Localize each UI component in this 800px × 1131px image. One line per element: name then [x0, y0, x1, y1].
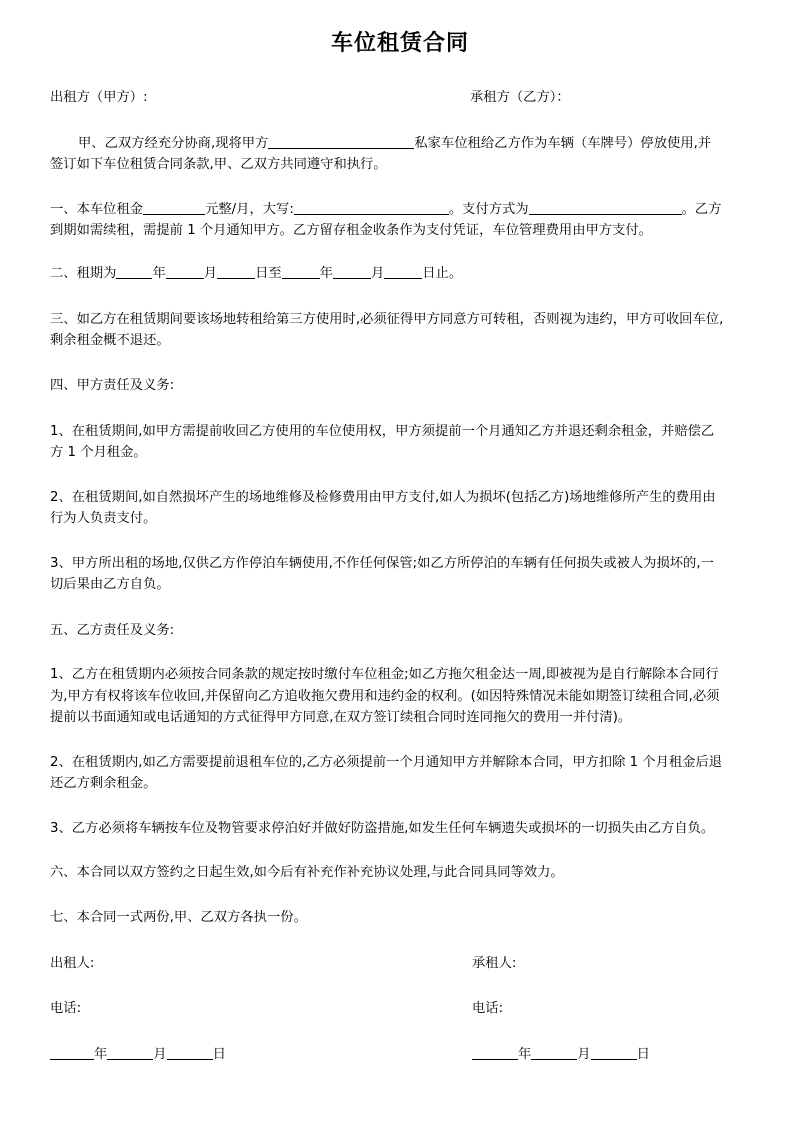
clause2-year1: 年: [152, 266, 166, 281]
lessor-name-blank[interactable]: [268, 134, 414, 149]
section5-p1-line3: 提前以书面通知或电话通知的方式征得甲方同意,在双方签订续租合同时连同拖欠的费用一并付清)。: [50, 710, 632, 725]
lessee-day-blank[interactable]: [591, 1045, 637, 1060]
clause1-line2: 到期如需续租，需提前 1 个月通知甲方。乙方留存租金收条作为支付凭证，车位管理费用由甲方支付。: [50, 223, 652, 238]
clause1-text-c: 。支付方式为: [448, 202, 529, 217]
lessee-day-label: 日: [636, 1047, 650, 1062]
clause1-text-b: 元整/月，大写:: [205, 202, 294, 217]
lessee-signature-label: 承租人:: [472, 956, 517, 971]
lessee-month-blank[interactable]: [531, 1045, 577, 1060]
section4-p2-line1: 2、在租赁期间,如自然损坏产生的场地维修及检修费用由甲方支付,如人为损坏(包括乙方)场地维修所产生的费用由: [50, 490, 716, 505]
section4-p3-line2: 切后果由乙方自负。: [50, 577, 170, 592]
intro-paragraph-line1: [50, 132, 755, 155]
section5-p3: 3、乙方必须将车辆按车位及物管要求停泊好并做好防盗措施,如发生任何车辆遗失或损坏的一切损失由乙方自负。: [50, 821, 715, 836]
section5-p2-line2: 还乙方剩余租金。: [50, 776, 157, 791]
lessor-day-blank[interactable]: [167, 1045, 213, 1060]
section5-p1-line2: 为,甲方有权将该车位收回,并保留向乙方追收拖欠费用和违约金的权利。(如因特殊情况未能如期签订续租合同,必须: [50, 689, 720, 704]
lessor-year-blank[interactable]: [50, 1045, 94, 1060]
clause1-text-a: 一、本车位租金: [50, 202, 144, 217]
section4-p1-line1: 1、在租赁期间,如甲方需提前收回乙方使用的车位使用权，甲方须提前一个月通知乙方并退还剩余租金，并赔偿乙: [50, 424, 715, 439]
lessee-year-blank[interactable]: [472, 1045, 518, 1060]
document-title: 车位租赁合同: [330, 31, 469, 56]
section4-heading: 四、甲方责任及义务:: [50, 378, 175, 393]
clause2-text-a: 二、租期为: [50, 266, 117, 281]
start-month-blank[interactable]: [166, 264, 204, 279]
lessor-phone-label: 电话:: [50, 1001, 82, 1016]
clause1-text-d: 。乙方: [681, 202, 722, 217]
section4-p1-line2: 方 1 个月租金。: [50, 445, 147, 460]
rent-amount-words-blank[interactable]: [294, 200, 449, 215]
clause2-month2: 月: [370, 266, 385, 281]
clause2-end: 日止。: [422, 266, 463, 281]
section4-p2-line2: 行为人负责支付。: [50, 511, 157, 526]
clause2-lease-term: [50, 262, 755, 285]
section5-p2-line1: 2、在租赁期内,如乙方需要提前退租车位的,乙方必须提前一个月通知甲方并解除本合同，甲方扣除 1 个月租金后退: [50, 755, 723, 770]
clause7: 七、本合同一式两份,甲、乙双方各执一份。: [50, 910, 307, 925]
clause3-line2: 剩余租金概不退还。: [50, 333, 170, 348]
intro-text-b: 私家车位租给乙方作为车辆（车牌号）停放使用,并: [414, 136, 712, 151]
lessor-day-label: 日: [212, 1047, 226, 1062]
start-year-blank[interactable]: [116, 264, 152, 279]
clause3-line1: 三、如乙方在租赁期间要该场地转租给第三方使用时,必须征得甲方同意方可转租，否则视为违约，甲方可收回车位,: [50, 312, 724, 327]
clause2-month1: 月: [203, 266, 218, 281]
intro-paragraph-line2: 签订如下车位租赁合同条款,甲、乙双方共同遵守和执行。: [50, 157, 387, 172]
intro-text-a: 甲、乙双方经充分协商,现将甲方: [78, 136, 269, 151]
section5-heading: 五、乙方责任及义务:: [50, 623, 175, 638]
lessee-year-label: 年: [518, 1047, 532, 1062]
clause2-to: 日至: [255, 266, 282, 281]
end-year-blank[interactable]: [282, 264, 320, 279]
lessor-month-blank[interactable]: [107, 1045, 153, 1060]
lessee-sign-date: [472, 1043, 650, 1066]
lessor-sign-date: [50, 1043, 226, 1066]
section5-p1-line1: 1、乙方在租赁期内必须按合同条款的规定按时缴付车位租金;如乙方拖欠租金达一周,即被视为是自行解除本合同行: [50, 667, 719, 682]
lessor-party-label: 出租方（甲方）:: [50, 90, 148, 105]
section4-p3-line1: 3、甲方所出租的场地,仅供乙方作停泊车辆使用,不作任何保管;如乙方所停泊的车辆有任何损失或被人为损坏的,一: [50, 556, 714, 571]
clause6: 六、本合同以双方签约之日起生效,如今后有补充作补充协议处理,与此合同具同等效力。: [50, 865, 564, 880]
clause2-year2: 年: [319, 266, 333, 281]
rent-amount-blank[interactable]: [143, 200, 205, 215]
lessee-party-label: 承租方（乙方）：: [470, 90, 570, 105]
clause1-line1: [50, 198, 755, 221]
lessor-year-label: 年: [94, 1047, 108, 1062]
end-month-blank[interactable]: [333, 264, 371, 279]
start-day-blank[interactable]: [217, 264, 255, 279]
lessee-month-label: 月: [577, 1047, 591, 1062]
end-day-blank[interactable]: [384, 264, 422, 279]
lessor-signature-label: 出租人:: [50, 956, 95, 971]
lessee-phone-label: 电话:: [472, 1001, 504, 1016]
lessor-month-label: 月: [153, 1047, 167, 1062]
payment-method-blank[interactable]: [529, 200, 682, 215]
